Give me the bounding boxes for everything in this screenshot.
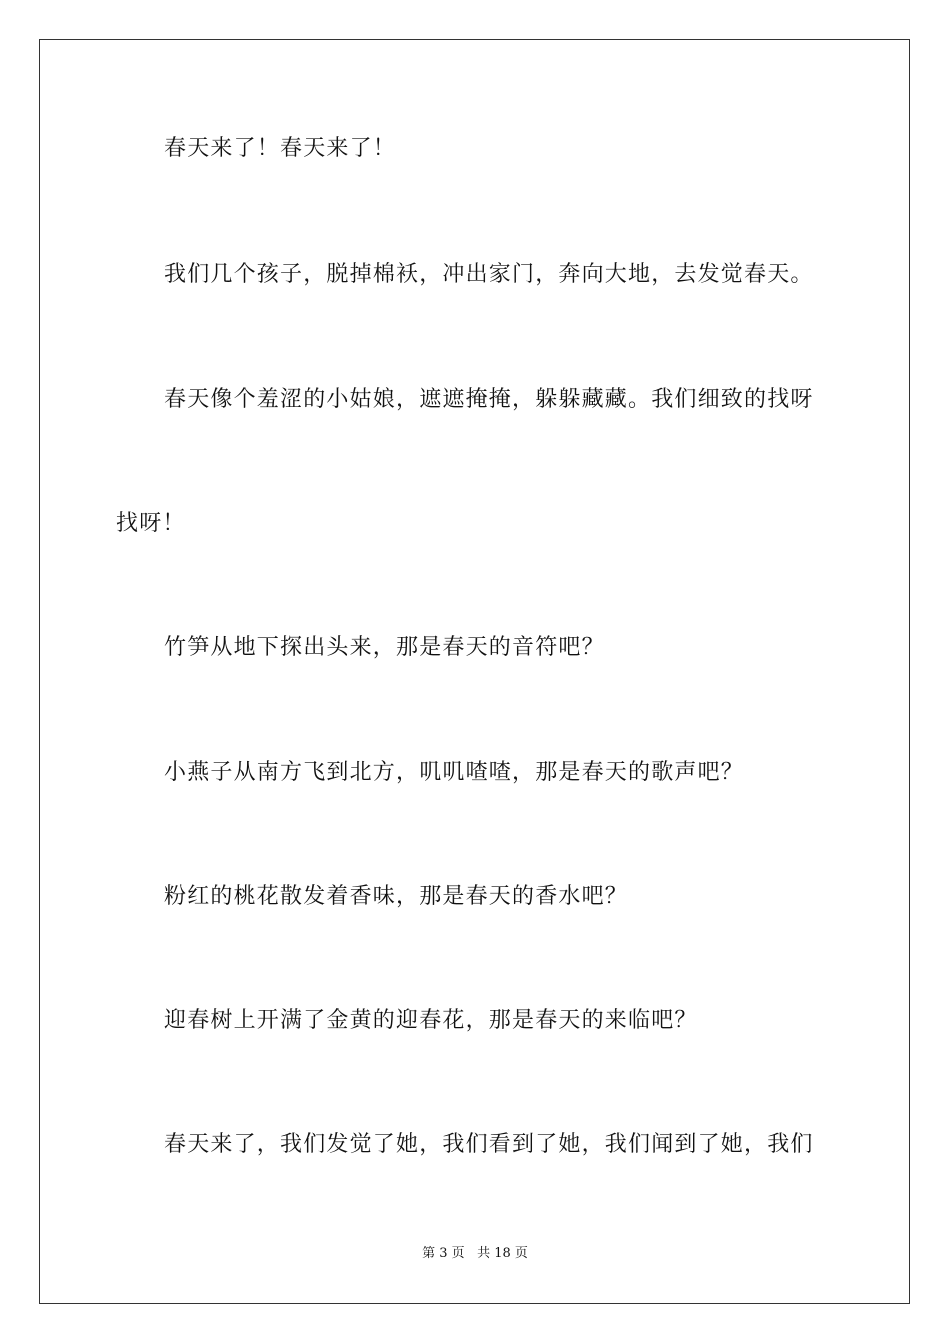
page-number: 第 3 页 (422, 1246, 465, 1261)
paragraph-line: 粉红的桃花散发着香味，那是春天的香水吧？ (164, 884, 629, 909)
paragraph-line: 春天像个羞涩的小姑娘，遮遮掩掩，躲躲藏藏。我们细致的找呀 (164, 387, 814, 412)
paragraph-line: 春天来了，我们发觉了她，我们看到了她，我们闻到了她，我们 (164, 1132, 814, 1157)
paragraph-line: 找呀！ (116, 511, 186, 536)
paragraph-line: 我们几个孩子，脱掉棉袄，冲出家门，奔向大地，去发觉春天。 (164, 262, 814, 287)
paragraph-line: 春天来了！春天来了！ (164, 136, 397, 161)
page-footer (0, 1245, 950, 1263)
page-border (39, 39, 910, 1304)
paragraph-line: 迎春树上开满了金黄的迎春花，那是春天的来临吧？ (164, 1008, 698, 1033)
paragraph-line: 小燕子从南方飞到北方，叽叽喳喳，那是春天的歌声吧？ (164, 760, 745, 785)
paragraph-line: 竹笋从地下探出头来，那是春天的音符吧？ (164, 635, 605, 660)
page-total: 共 18 页 (477, 1246, 528, 1261)
